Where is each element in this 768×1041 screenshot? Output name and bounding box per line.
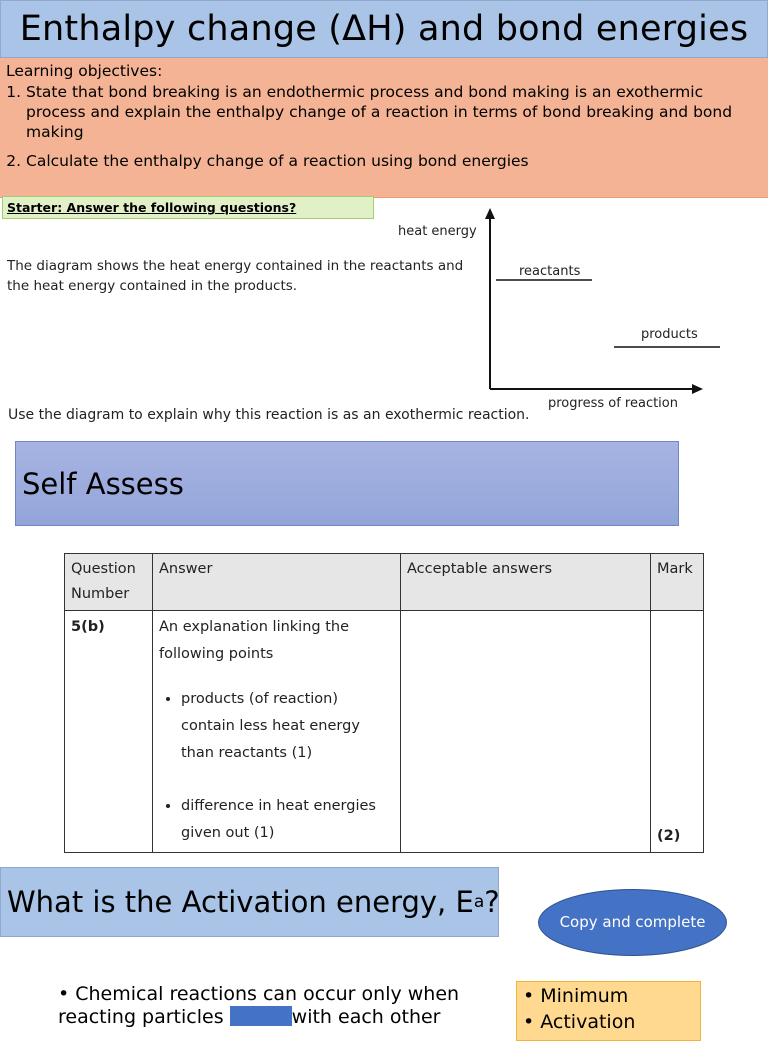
word-bank-text: Minimum [540, 985, 629, 1007]
objectives-heading: Learning objectives: [6, 62, 163, 80]
bullet-icon: • [523, 985, 541, 1007]
starter-label: Starter: Answer the following questions? [2, 196, 374, 219]
fill-in-blank[interactable] [230, 1006, 292, 1026]
objectives-list [6, 82, 762, 171]
x-axis-arrow-icon [692, 384, 703, 394]
reactions-text-after: with each other [291, 1006, 441, 1028]
acceptable-answers-cell [401, 611, 651, 853]
self-assess-label: Self Assess [22, 466, 184, 501]
y-axis-label: heat energy [398, 224, 477, 239]
copy-and-complete-label: Copy and complete [559, 913, 706, 931]
word-bank-item [523, 983, 694, 1009]
bullet-icon: • [58, 983, 76, 1005]
copy-and-complete-badge [538, 889, 727, 956]
reactants-label: reactants [519, 264, 581, 279]
title-bar [0, 0, 768, 58]
table-row [65, 611, 704, 853]
products-label: products [641, 327, 698, 342]
activation-heading-subscript: a [473, 892, 485, 912]
header-mark: Mark [651, 554, 704, 611]
reactions-text-before: Chemical reactions can occur only when reacting particles [58, 983, 460, 1028]
mark-scheme-table [64, 553, 704, 853]
diagram-question: Use the diagram to explain why this reaction is as an exothermic reaction. [8, 407, 530, 423]
energy-level-diagram [380, 200, 720, 420]
learning-objectives [0, 58, 768, 198]
diagram-description: The diagram shows the heat energy contained in the reactants and the heat energy contained in the products. [7, 258, 464, 294]
word-bank-text: Activation [540, 1011, 636, 1033]
activation-energy-heading [0, 867, 499, 937]
header-answer: Answer [153, 554, 401, 611]
y-axis-arrow-icon [485, 208, 495, 219]
activation-heading-end: ? [484, 885, 500, 919]
activation-heading-text: What is the Activation energy, E [7, 885, 474, 919]
mark-value: (2) [657, 828, 681, 844]
answer-intro: An explanation linking the following points [159, 619, 350, 662]
mark-cell [651, 611, 704, 853]
header-acceptable-answers: Acceptable answers [401, 554, 651, 611]
answer-point: • difference in heat energies given out (1) [181, 793, 394, 847]
self-assess-banner [15, 441, 679, 526]
answer-points [159, 686, 394, 847]
word-bank-item [523, 1009, 694, 1035]
reactions-bullet [58, 983, 498, 1029]
table-header-row [65, 554, 704, 611]
objective-item: 2. Calculate the enthalpy change of a reaction using bond energies [26, 151, 762, 171]
header-question-number: Question Number [65, 554, 153, 611]
x-axis-label: progress of reaction [548, 396, 678, 411]
question-number-cell: 5(b) [65, 611, 153, 853]
page-title: Enthalpy change (ΔH) and bond energies [19, 9, 749, 49]
objective-item: 1. State that bond breaking is an endothermic process and bond making is an exothermic process and explain the enthalpy change of a reaction in terms of bond breaking and bond making [26, 82, 762, 142]
answer-point: • products (of reaction) contain less heat energy than reactants (1) [181, 686, 394, 767]
answer-cell [153, 611, 401, 853]
word-bank [516, 981, 701, 1041]
bullet-icon: • [523, 1011, 541, 1033]
